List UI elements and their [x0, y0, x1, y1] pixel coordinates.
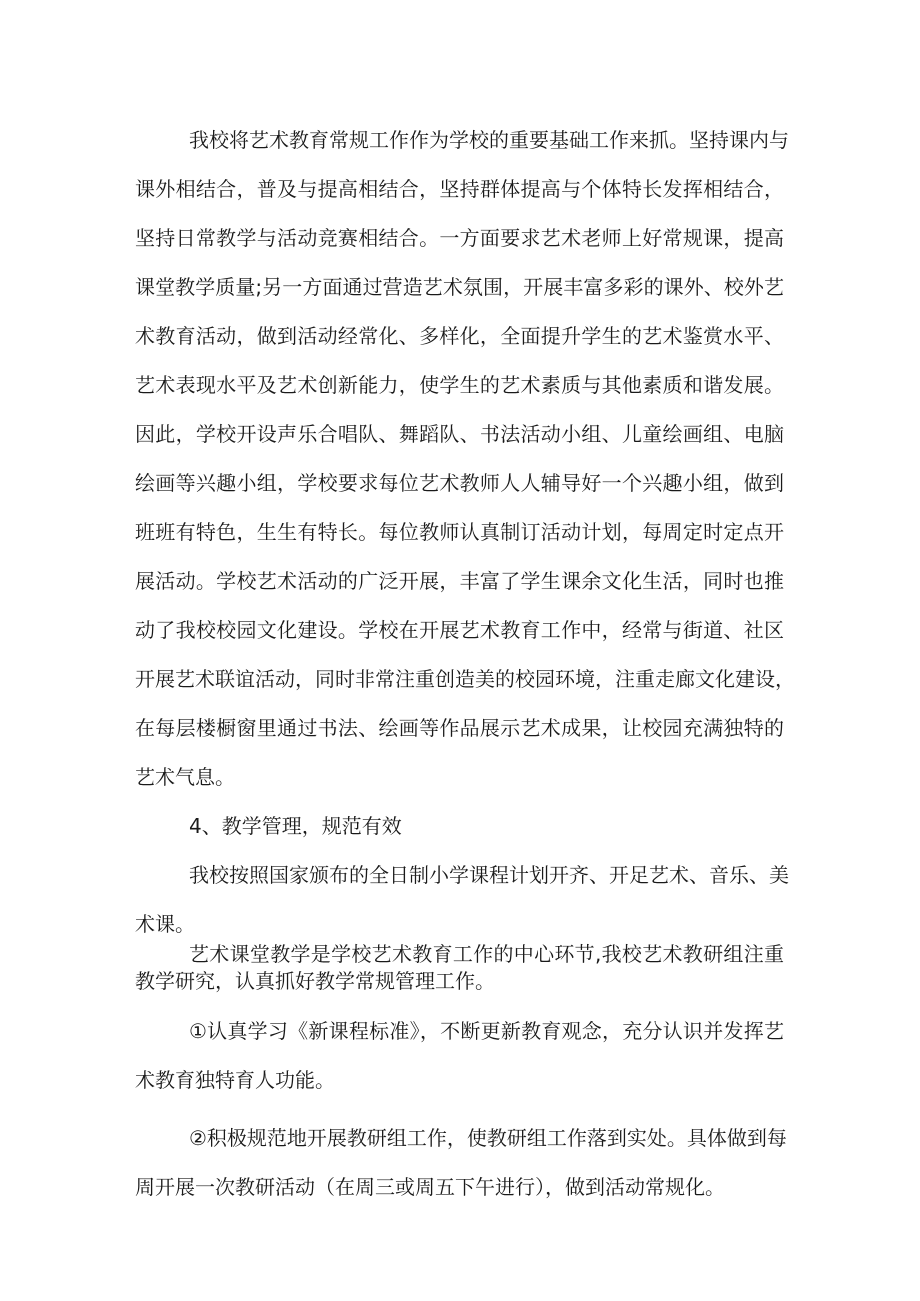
paragraph-line: 我校将艺术教育常规工作作为学校的重要基础工作来抓。坚持课内与 [189, 128, 789, 152]
paragraph-line: ①认真学习《新课程标准》，不断更新教育观念，充分认识并发挥艺 [189, 1019, 784, 1043]
paragraph-line: 艺术气息。 [135, 765, 235, 789]
paragraph-line: 艺术表现水平及艺术创新能力，使学生的艺术素质与其他素质和谐发展。 [135, 373, 784, 397]
paragraph-line: 动了我校校园文化建设。学校在开展艺术教育工作中，经常与街道、社区 [135, 618, 784, 642]
section-heading: 4、教学管理，规范有效 [189, 814, 402, 838]
paragraph-line: 术教育活动，做到活动经常化、多样化，全面提升学生的艺术鉴赏水平、 [135, 324, 784, 348]
paragraph-line: ②积极规范地开展教研组工作，使教研组工作落到实处。具体做到每 [189, 1126, 787, 1150]
paragraph-line: 在每层楼橱窗里通过书法、绘画等作品展示艺术成果，让校园充满独特的 [135, 716, 784, 740]
paragraph-line: 术课。 [135, 912, 195, 936]
paragraph-line: 因此，学校开设声乐合唱队、舞蹈队、书法活动小组、儿童绘画组、电脑 [135, 422, 784, 446]
paragraph-line: 课外相结合，普及与提高相结合，坚持群体提高与个体特长发挥相结合， [135, 177, 784, 201]
paragraph-line: 我校按照国家颁布的全日制小学课程计划开齐、开足艺术、音乐、美 [189, 863, 789, 887]
paragraph-line: 艺术课堂教学是学校艺术教育工作的中心环节,我校艺术教研组注重 [189, 942, 784, 966]
paragraph-line: 绘画等兴趣小组，学校要求每位艺术教师人人辅导好一个兴趣小组，做到 [135, 471, 784, 495]
paragraph-line: 术教育独特育人功能。 [135, 1068, 335, 1092]
paragraph-line: 坚持日常教学与活动竞赛相结合。一方面要求艺术老师上好常规课，提高 [135, 226, 784, 250]
paragraph-line: 开展艺术联谊活动，同时非常注重创造美的校园环境，注重走廊文化建设， [135, 667, 795, 691]
paragraph-line: 教学研究，认真抓好教学常规管理工作。 [135, 969, 495, 993]
paragraph-line: 班班有特色，生生有特长。每位教师认真制订活动计划，每周定时定点开 [135, 520, 784, 544]
paragraph-line: 展活动。学校艺术活动的广泛开展，丰富了学生课余文化生活，同时也推 [135, 569, 784, 593]
paragraph-line: 课堂教学质量;另一方面通过营造艺术氛围，开展丰富多彩的课外、校外艺 [135, 275, 784, 299]
paragraph-line: 周开展一次教研活动（在周三或周五下午进行），做到活动常规化。 [135, 1175, 725, 1199]
